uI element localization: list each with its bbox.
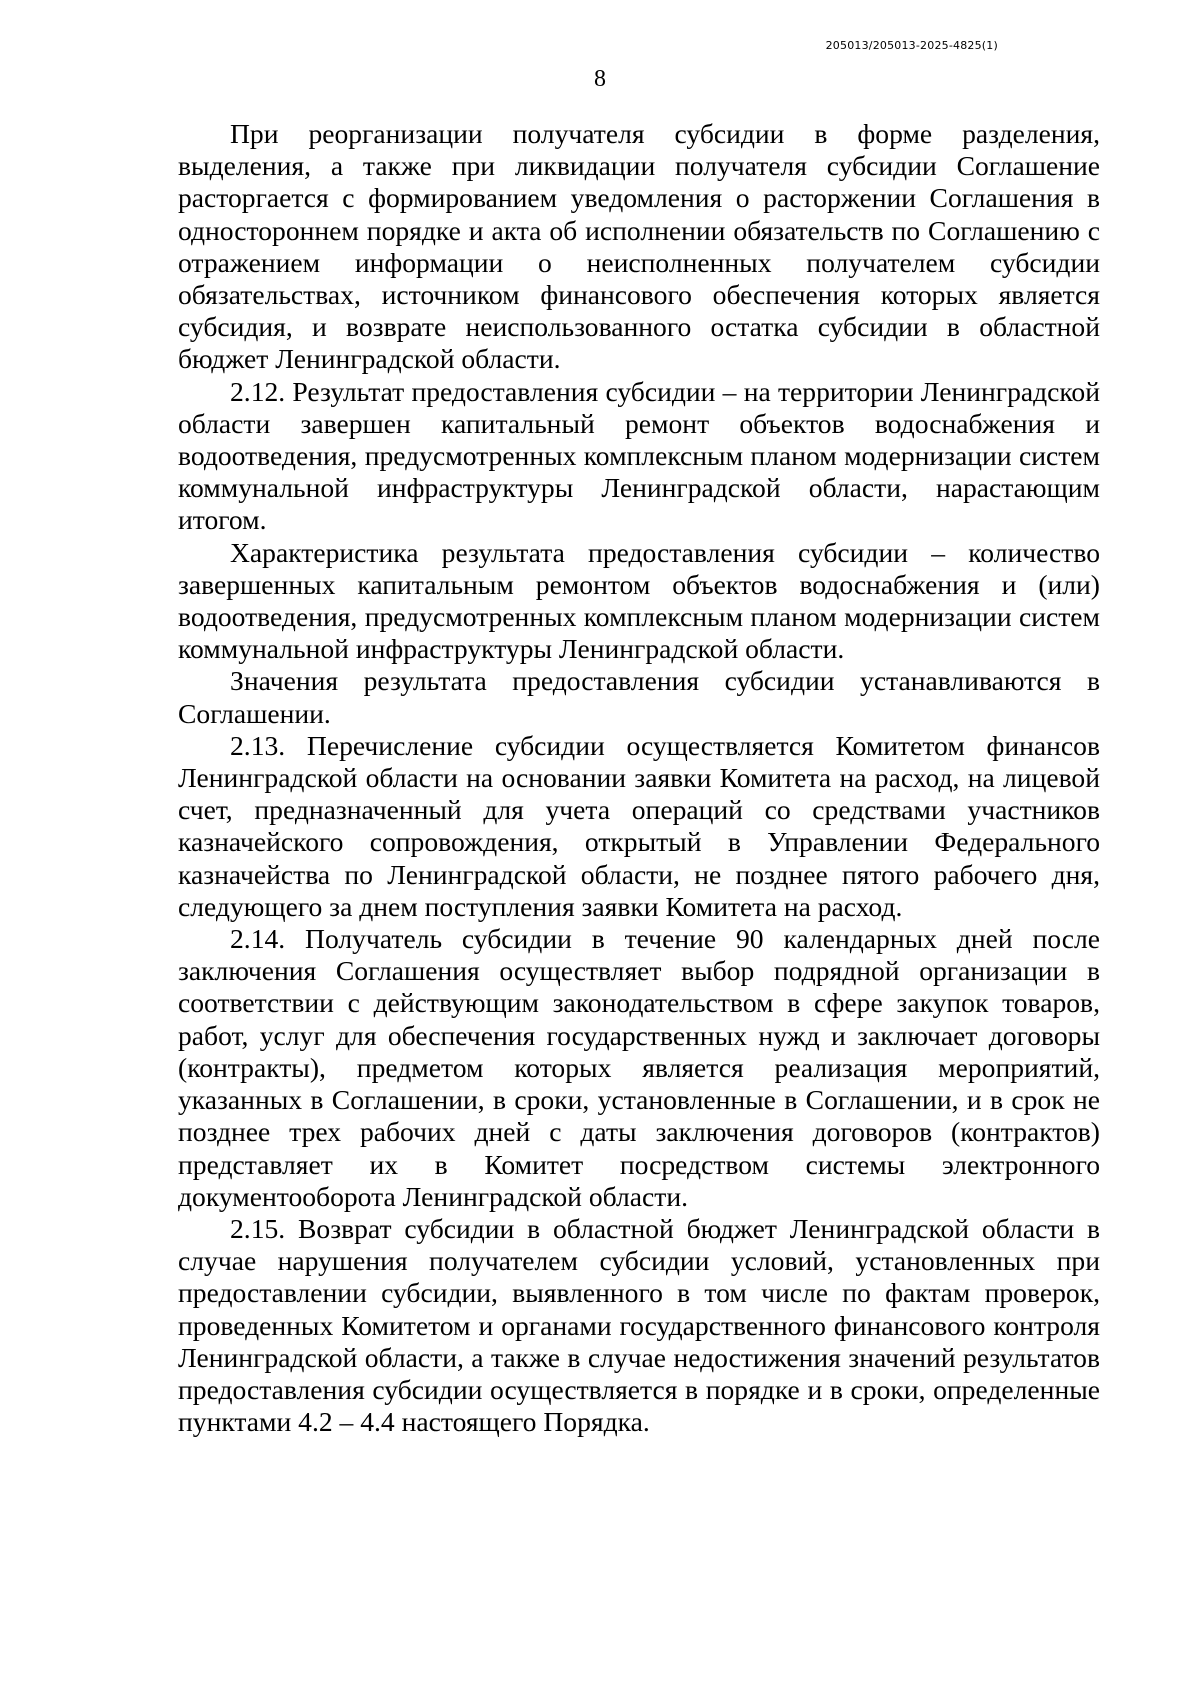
paragraph-result-characteristic: Характеристика результата предоставления субсидии – количество завершенных капитальным ремонтом объектов водоснабжения и (или) водоотведения, предусмотренных комплексным планом модернизации систем коммунальной инфраструктуры Ленинградской области. [178, 536, 1100, 665]
paragraph-2-13-transfer: 2.13. Перечисление субсидии осуществляется Комитетом финансов Ленинградской области на основании заявки Комитета на расход, на лицевой счет, предназначенный для учета операций со средствами участников казначейского сопровождения, открытый в Управлении Федерального казначейства по Ленинградской области, не позднее пятого рабочего дня, следующего за днем поступления заявки Комитета на расход. [178, 729, 1100, 922]
paragraph-result-values: Значения результата предоставления субсидии устанавливаются в Соглашении. [178, 665, 1100, 729]
page-number: 8 [594, 66, 606, 92]
document-body [178, 118, 1100, 1438]
paragraph-reorganization: При реорганизации получателя субсидии в форме разделения, выделения, а также при ликвидации получателя субсидии Соглашение расторгается с формированием уведомления о расторжении Соглашения в одностороннем порядке и акта об исполнении обязательств по Соглашению с отражением информации о неисполненных получателем субсидии обязательствах, источником финансового обеспечения которых является субсидия, и возврате неиспользованного остатка субсидии в областной бюджет Ленинградской области. [178, 118, 1100, 375]
paragraph-2-15-refund: 2.15. Возврат субсидии в областной бюджет Ленинградской области в случае нарушения получателем субсидии условий, установленных при предоставлении субсидии, выявленного в том числе по фактам проверок, проведенных Комитетом и органами государственного финансового контроля Ленинградской области, а также в случае недостижения значений результатов предоставления субсидии осуществляется в порядке и в сроки, определенные пунктами 4.2 – 4.4 настоящего Порядка. [178, 1212, 1100, 1438]
document-id: 205013/205013-2025-4825(1) [825, 39, 998, 52]
paragraph-2-14-contractor: 2.14. Получатель субсидии в течение 90 календарных дней после заключения Соглашения осуществляет выбор подрядной организации в соответствии с действующим законодательством в сфере закупок товаров, работ, услуг для обеспечения государственных нужд и заключает договоры (контракты), предметом которых является реализация мероприятий, указанных в Соглашении, в сроки, установленные в Соглашении, и в срок не позднее трех рабочих дней с даты заключения договоров (контрактов) представляет их в Комитет посредством системы электронного документооборота Ленинградской области. [178, 923, 1100, 1212]
paragraph-2-12-result: 2.12. Результат предоставления субсидии – на территории Ленинградской области завершен капитальный ремонт объектов водоснабжения и водоотведения, предусмотренных комплексным планом модернизации систем коммунальной инфраструктуры Ленинградской области, нарастающим итогом. [178, 375, 1100, 536]
